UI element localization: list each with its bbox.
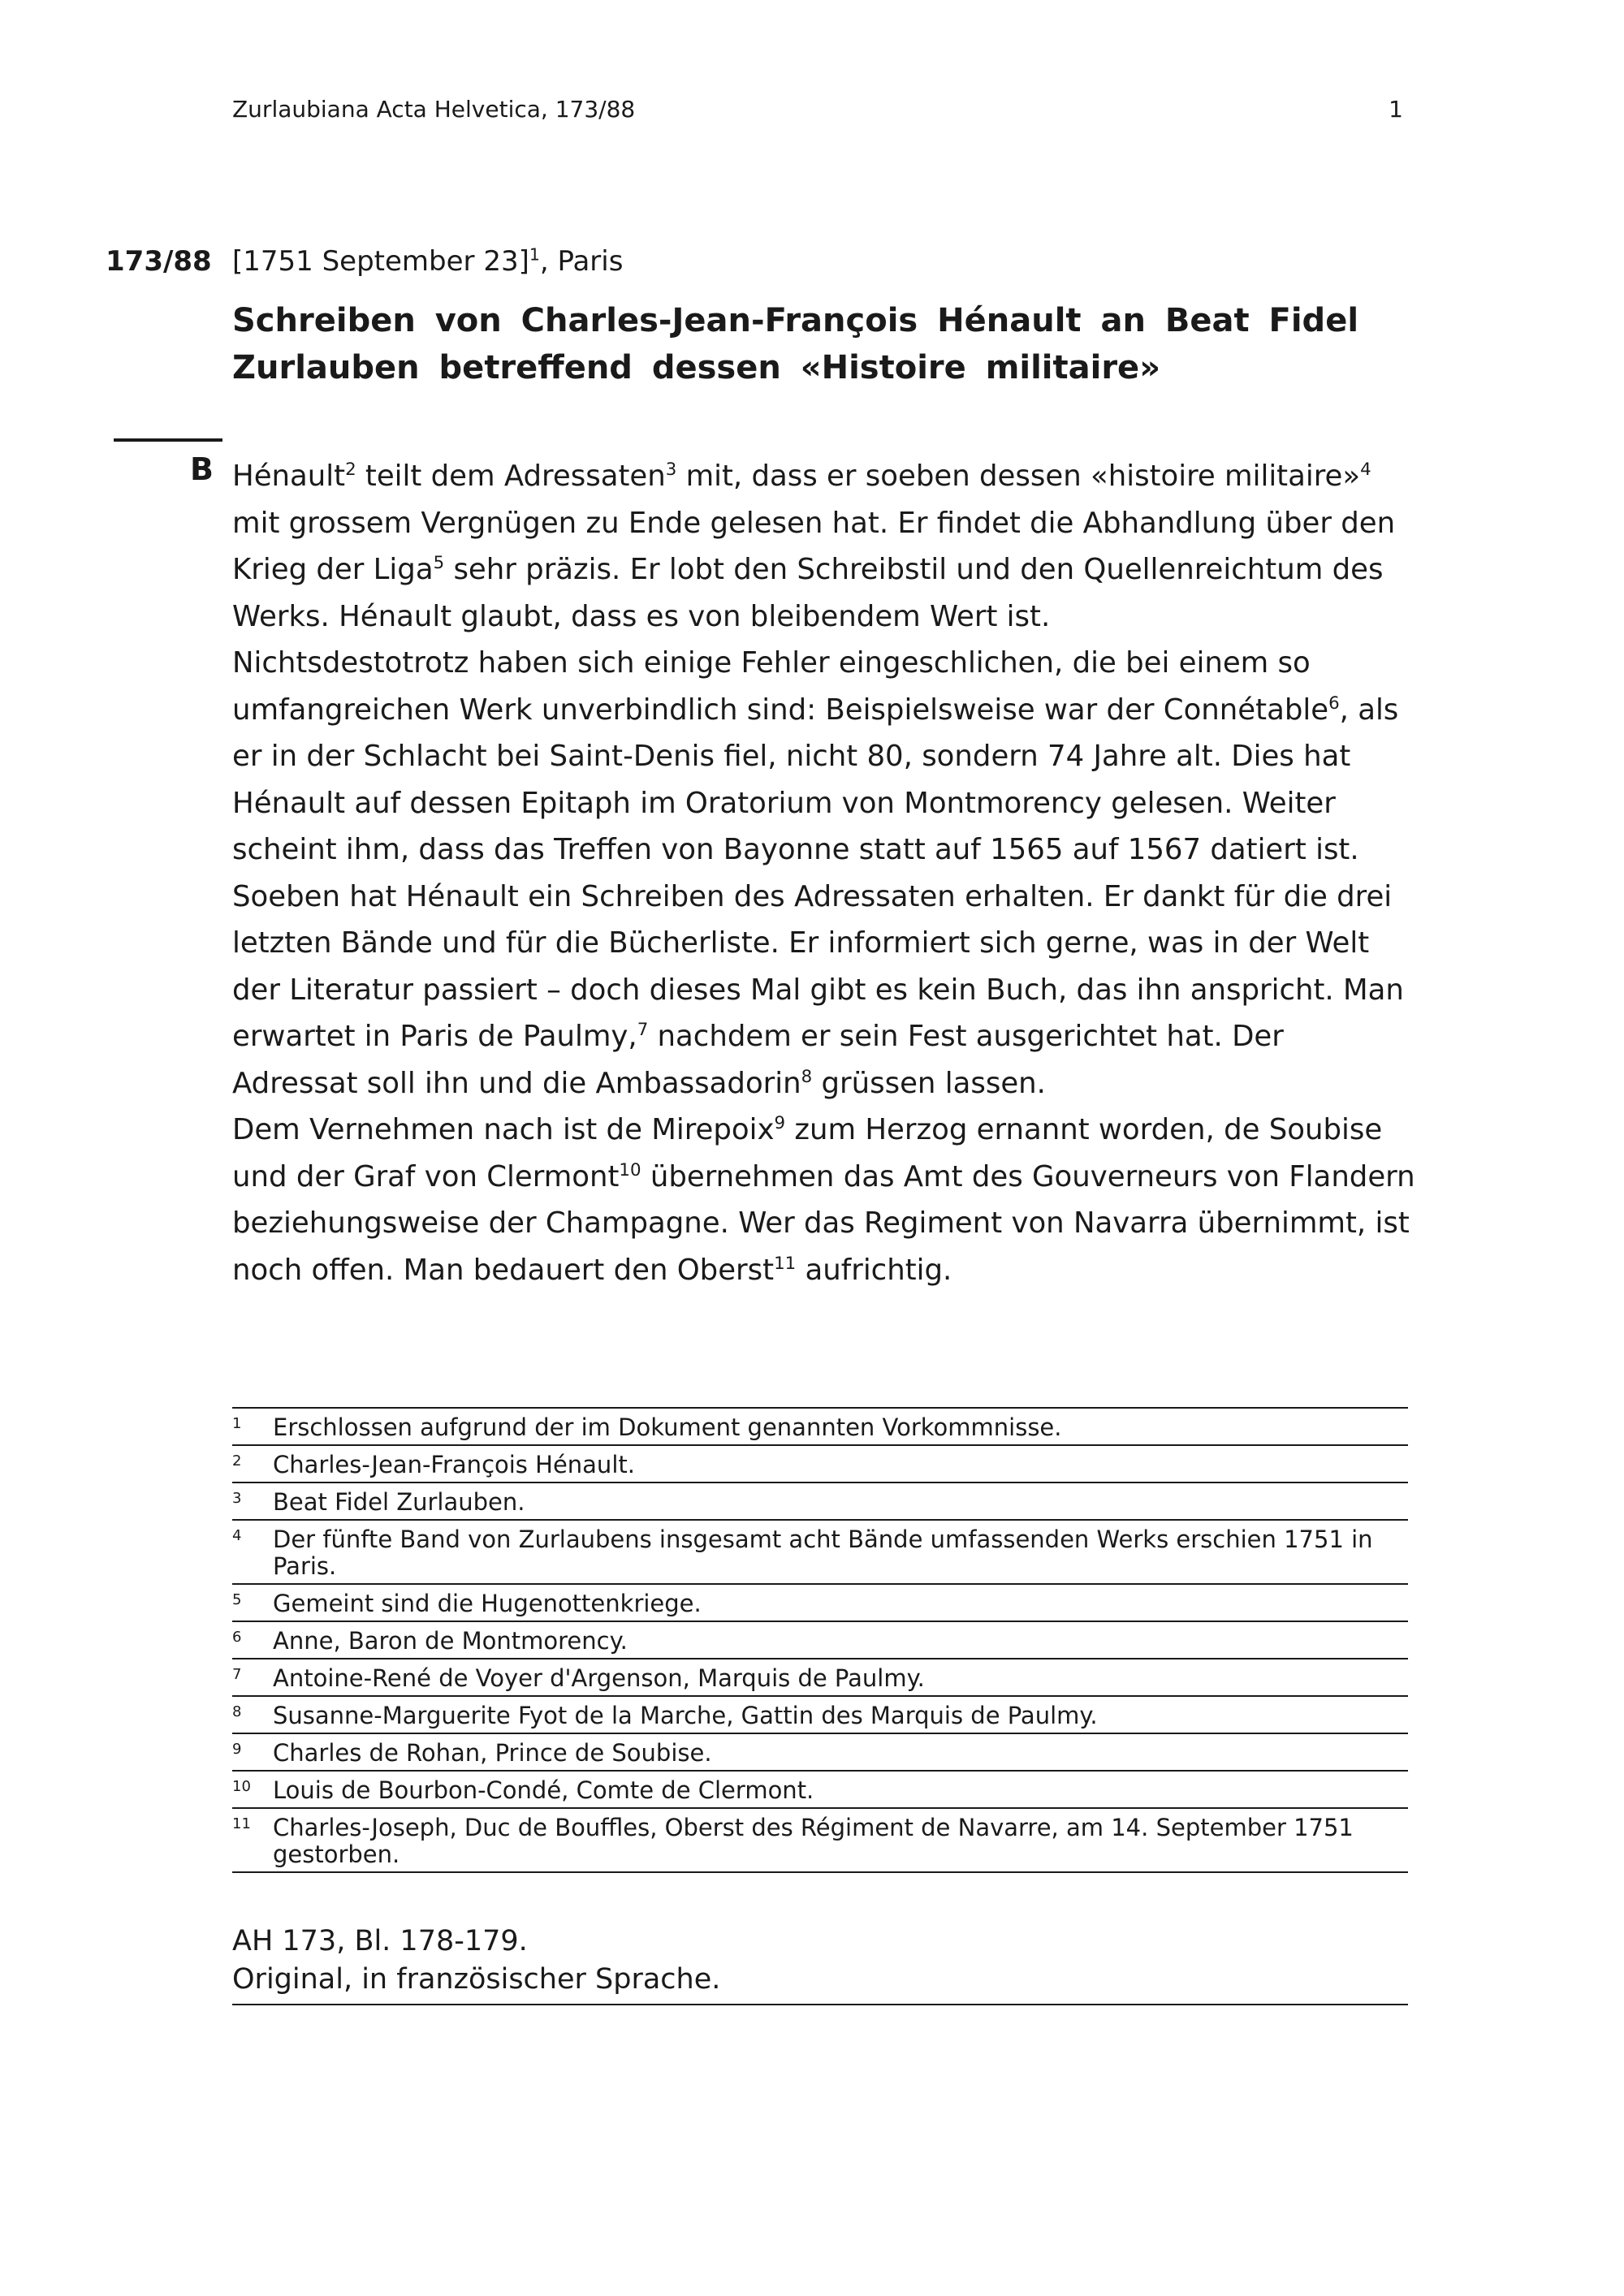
footnote-number: 10 [232, 1778, 251, 1795]
footnote-text: Charles-Joseph, Duc de Bouffles, Oberst des Régiment de Navarre, am 14. September 1751 gestorben. [273, 1814, 1354, 1868]
body-paragraph [232, 1107, 1418, 1293]
body-text: Hénault [232, 460, 346, 493]
footnote-text: Charles-Jean-François Hénault. [273, 1451, 635, 1478]
footnote-item [232, 1446, 1408, 1483]
document-title [232, 297, 1402, 391]
body-text: mit grossem Vergnügen zu Ende gelesen hat. Er findet die Abhandlung über den Krieg der Liga [232, 506, 1396, 586]
body-text: grüssen lassen. [812, 1066, 1046, 1100]
footnote-text: Antoine-René de Voyer d'Argenson, Marquis de Paulmy. [273, 1664, 925, 1692]
footnote-item [232, 1772, 1408, 1809]
footnote-item [232, 1809, 1408, 1873]
document-date-place [232, 245, 623, 278]
body-text: Nichtsdestotrotz haben sich einige Fehler eingeschlichen, die bei einem so umfangreichen Werk unverbindlich sind: Beispielsweise war der Connétable [232, 646, 1329, 727]
body-text: sehr präzis. Er lobt den Schreibstil und den Quellenreichtum des Werks. Hénault glaubt, dass es von bleibendem Wert ist. [232, 553, 1384, 633]
body-paragraph [232, 640, 1418, 874]
footnote-number: 3 [232, 1490, 242, 1507]
footnote-number: 4 [232, 1527, 242, 1544]
footnote-item [232, 1483, 1408, 1521]
footnote-ref[interactable]: 10 [619, 1159, 641, 1180]
footnote-ref[interactable]: 1 [529, 244, 540, 265]
footnote-number: 6 [232, 1629, 242, 1646]
body-text: aufrichtig. [796, 1253, 952, 1287]
footnote-ref[interactable]: 4 [1360, 460, 1371, 481]
footnote-number: 1 [232, 1415, 242, 1432]
footnote-item [232, 1585, 1408, 1622]
source-reference [232, 1923, 1408, 2005]
document-title-line: Zurlauben betreffend dessen «Histoire militaire» [232, 349, 1161, 386]
body-text: übernehmen das Amt des Gouverneurs von Flandern beziehungsweise der Champagne. Wer das Regiment von Navarra übernimmt, ist noch offen. Man bedauert den Oberst [232, 1159, 1415, 1287]
source-line: AH 173, Bl. 178-179. [232, 1925, 528, 1957]
footnote-number: 9 [232, 1741, 242, 1758]
body-text: zum Herzog ernannt worden, de Soubise und der Graf von Clermont [232, 1113, 1383, 1193]
document-place: , Paris [539, 245, 624, 278]
footnote-ref[interactable]: 5 [433, 553, 445, 574]
footnote-text: Susanne-Marguerite Fyot de la Marche, Gattin des Marquis de Paulmy. [273, 1702, 1098, 1729]
page-number: 1 [1389, 96, 1403, 123]
source-line: Original, in französischer Sprache. [232, 1963, 721, 1996]
section-marker: B [190, 451, 214, 487]
footnote-text: Gemeint sind die Hugenottenkriege. [273, 1590, 702, 1617]
footnote-item [232, 1622, 1408, 1659]
footnote-text: Anne, Baron de Montmorency. [273, 1627, 628, 1655]
footnote-ref[interactable]: 8 [801, 1066, 813, 1087]
footnote-item [232, 1659, 1408, 1697]
footnote-ref[interactable]: 11 [774, 1253, 797, 1274]
running-title: Zurlaubiana Acta Helvetica, 173/88 [232, 96, 636, 123]
footnote-ref[interactable]: 3 [665, 460, 677, 481]
document-date: [1751 September 23] [232, 245, 529, 278]
document-number: 173/88 [106, 245, 212, 278]
footnote-ref[interactable]: 7 [637, 1020, 649, 1041]
body-text: mit, dass er soeben dessen «histoire militaire» [676, 460, 1361, 493]
footnote-number: 11 [232, 1815, 251, 1832]
footnote-text: Louis de Bourbon-Condé, Comte de Clermont. [273, 1776, 814, 1804]
body-text: nachdem er sein Fest ausgerichtet hat. Der Adressat soll ihn und die Ambassadorin [232, 1020, 1284, 1100]
footnote-text: Der fünfte Band von Zurlaubens insgesamt acht Bände umfassenden Werks erschien 1751 in Paris. [273, 1526, 1373, 1580]
section-rule [114, 438, 222, 442]
footnote-item [232, 1409, 1408, 1446]
footnote-text: Erschlossen aufgrund der im Dokument genannten Vorkommnisse. [273, 1413, 1062, 1441]
footnote-number: 7 [232, 1666, 242, 1683]
footnote-item [232, 1697, 1408, 1734]
footnote-item [232, 1521, 1408, 1585]
body-paragraph [232, 874, 1418, 1107]
regest-body [232, 453, 1418, 1293]
body-text: Dem Vernehmen nach ist de Mirepoix [232, 1113, 775, 1146]
document-title-line: Schreiben von Charles-Jean-François Hénault an Beat Fidel [232, 302, 1359, 339]
footnote-number: 5 [232, 1591, 242, 1608]
body-text: Soeben hat Hénault ein Schreiben des Adressaten erhalten. Er dankt für die drei letzten Bände und für die Bücherliste. Er informiert sich gerne, was in der Welt der Literatur passiert – doch dieses Mal gibt es kein Buch, das ihn anspricht. Man erwartet in Paris de Paulmy, [232, 879, 1404, 1053]
footnote-item [232, 1734, 1408, 1772]
body-text: teilt dem Adressaten [356, 460, 666, 493]
footnote-number: 8 [232, 1703, 242, 1720]
body-text: , als er in der Schlacht bei Saint-Denis fiel, nicht 80, sondern 74 Jahre alt. Dies hat Hénault auf dessen Epitaph im Oratorium von Montmorency gelesen. Weiter scheint ihm, dass das Treffen von Bayonne statt auf 1565 auf 1567 datiert ist. [232, 693, 1399, 866]
running-header [232, 96, 1403, 128]
footnote-ref[interactable]: 2 [345, 460, 356, 481]
footnote-text: Beat Fidel Zurlauben. [273, 1488, 525, 1516]
footnote-list [232, 1407, 1408, 1873]
footnote-number: 2 [232, 1452, 242, 1470]
footnote-ref[interactable]: 9 [774, 1113, 786, 1134]
body-paragraph [232, 453, 1418, 640]
footnote-text: Charles de Rohan, Prince de Soubise. [273, 1739, 712, 1767]
footnote-ref[interactable]: 6 [1328, 693, 1340, 714]
